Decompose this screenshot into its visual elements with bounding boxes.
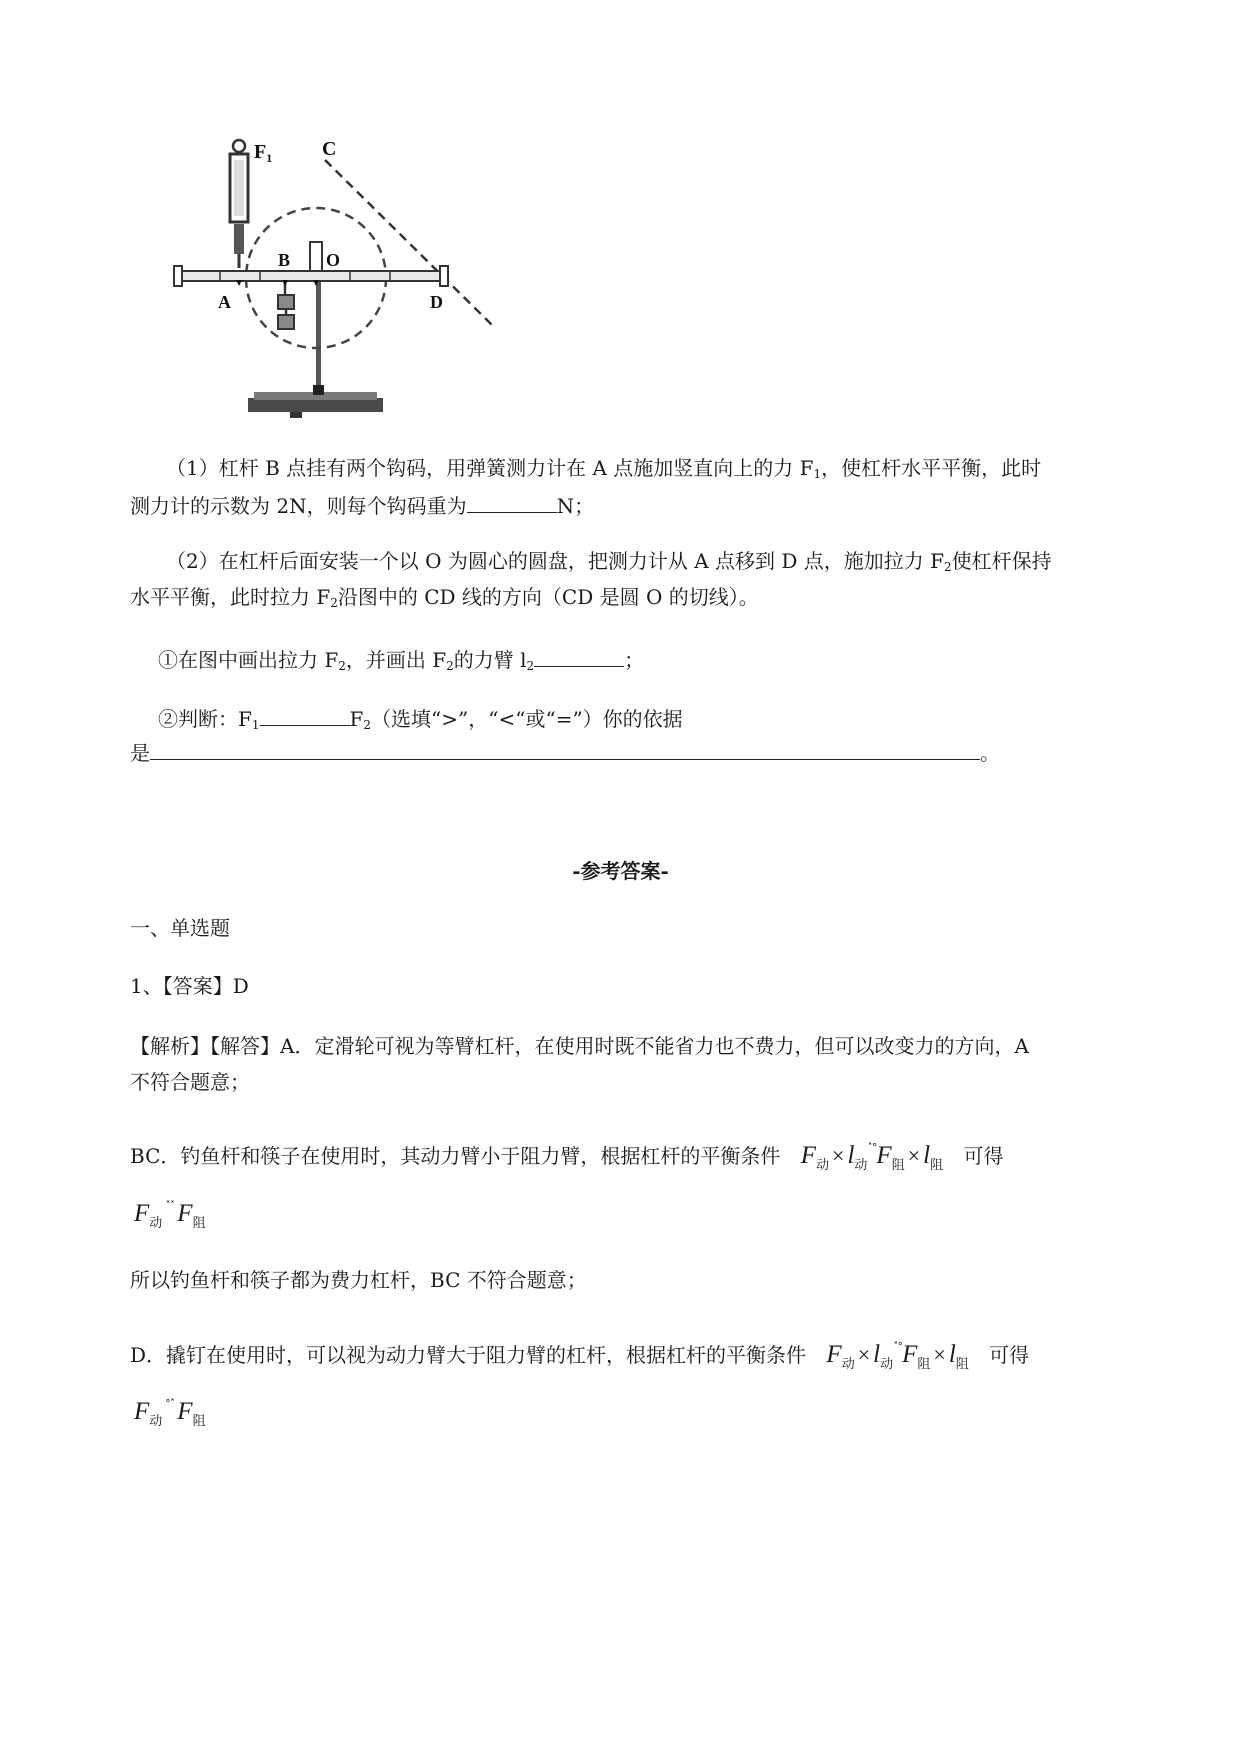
question-2-line-2: 水平平衡，此时拉力 $F_2$沿图中的 CD 线的方向（CD 是圆 O 的切线）。 — [130, 585, 759, 610]
d-result: $F_动^{^\circ˟}$ $F_阻$ — [134, 1397, 206, 1429]
d-line: D．撬钉在使用时，可以视为动力臂大于阻力臂的杠杆，根据杠杆的平衡条件 $F_动 \times l_动^{˟^\circ}F_阻 \times l_阻$ 可得 — [130, 1340, 1030, 1372]
answers-heading: -参考答案- — [572, 859, 669, 883]
answer-blank-4[interactable] — [150, 737, 980, 760]
lever-experiment-figure — [150, 120, 670, 440]
label-b: B — [278, 250, 291, 270]
bc-conclusion: 所以钓鱼杆和筷子都为费力杠杆，BC 不符合题意； — [130, 1268, 587, 1292]
label-a: A — [218, 292, 231, 312]
spring-scale-ring — [233, 140, 245, 152]
balance-equation-bc: $F_动 \times l_动^{˟^\circ}F_阻 \times l_阻$ — [800, 1141, 944, 1173]
sub-question-2-line-2: 是 。 — [130, 737, 1000, 767]
hook-weight-2 — [278, 315, 294, 329]
bc-line: BC．钓鱼杆和筷子在使用时，其动力臂小于阻力臂，根据杠杆的平衡条件 $F_动 \times l_动^{˟^\circ}F_阻 \times l_阻$ 可得 — [130, 1141, 1004, 1173]
stand-pole — [316, 270, 321, 395]
question-1-line-1: （1）杠杆 B 点挂有两个钩码，用弹簧测力计在 A 点施加竖直向上的力 $F_1$，使杠杆水平平衡，此时 — [166, 456, 1042, 481]
answer-item-1: 1、【答案】D — [130, 974, 249, 998]
stand-base — [248, 398, 383, 412]
pivot-post — [310, 242, 322, 274]
analysis-line-2: 不符合题意； — [130, 1070, 250, 1094]
question-1-line-2: 测力计的示数为 2N，则每个钩码重为 N； — [130, 490, 594, 520]
analysis-line-1: 【解析】【解答】A．定滑轮可视为等臂杠杆，在使用时既不能省力也不费力，但可以改变力的方向，A — [130, 1034, 1029, 1058]
sub-question-1: ①在图中画出拉力 $F_2$，并画出 $F_2$的力臂 $l_2$ ； — [158, 644, 644, 680]
hook-weight-1 — [278, 295, 294, 309]
sub-question-2: ②判断：$F_1$ $F_2$（选填“>”，“<“或“=”）你的依据 — [158, 703, 683, 739]
label-c: C — [322, 138, 337, 160]
answer-blank-2[interactable] — [534, 644, 624, 667]
line-cd — [325, 160, 492, 325]
label-d: D — [430, 292, 443, 312]
section-title: 一、单选题 — [130, 916, 230, 940]
balance-equation-d: $F_动 \times l_动^{˟^\circ}F_阻 \times l_阻$ — [826, 1340, 969, 1372]
question-2-line-1: （2）在杠杆后面安装一个以 O 为圆心的圆盘，把测力计从 A 点移到 D 点，施加拉力 $F_2$使杠杆保持 — [166, 549, 1052, 574]
label-o: O — [326, 250, 341, 270]
answer-blank-1[interactable] — [467, 490, 557, 513]
answer-blank-3[interactable] — [260, 703, 350, 726]
bc-result: $F_动^{˟˟}$ $F_阻$ — [134, 1199, 206, 1231]
label-f1: $F_1$ — [254, 141, 273, 165]
